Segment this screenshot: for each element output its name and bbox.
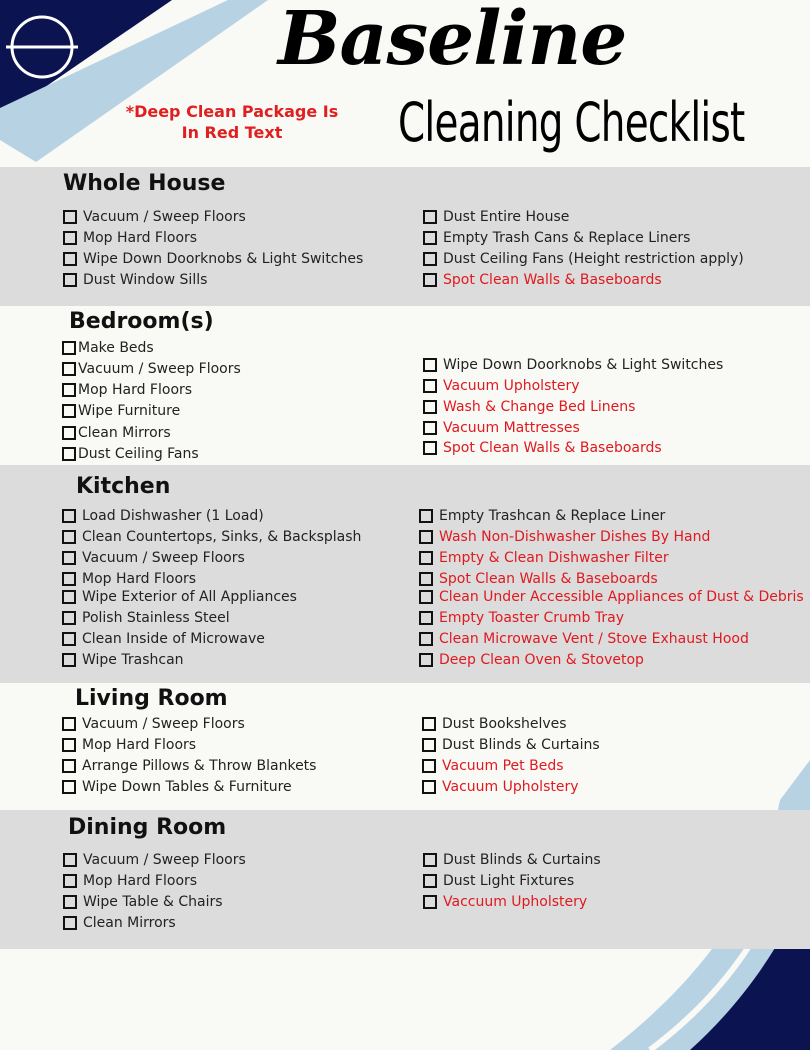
checklist-item	[63, 271, 207, 289]
checklist-item-label: Clean Under Accessible Appliances of Dust & Debris	[439, 589, 804, 605]
section-title-dining: Dining Room	[68, 815, 227, 840]
checklist-item	[422, 736, 600, 754]
checklist-item-label: Wipe Down Doorknobs & Light Switches	[443, 357, 724, 373]
checkbox[interactable]	[423, 358, 437, 372]
checkbox[interactable]	[63, 210, 77, 224]
checkbox[interactable]	[419, 551, 433, 565]
checkbox[interactable]	[63, 895, 77, 909]
checklist-item-label: Vacuum / Sweep Floors	[83, 209, 246, 225]
checklist-item-label: Wipe Furniture	[78, 403, 181, 419]
deep-clean-note: *Deep Clean Package Is In Red Text	[125, 102, 339, 142]
checkbox[interactable]	[62, 362, 76, 376]
checklist-item	[62, 609, 230, 627]
page-subtitle: Cleaning Checklist	[398, 91, 745, 154]
checkbox[interactable]	[423, 400, 437, 414]
checklist-item	[419, 507, 665, 525]
checklist-item-label: Dust Window Sills	[83, 272, 208, 288]
section-title-bedroom: Bedroom(s)	[69, 309, 214, 334]
checklist-item-label: Spot Clean Walls & Baseboards	[443, 272, 662, 288]
checklist-item-label: Wipe Exterior of All Appliances	[82, 589, 297, 605]
checkbox[interactable]	[423, 441, 437, 455]
checkbox[interactable]	[423, 853, 437, 867]
checklist-item-label: Clean Microwave Vent / Stove Exhaust Hood	[439, 631, 749, 647]
checklist-item	[62, 778, 292, 796]
section-title-whole-house: Whole House	[63, 171, 226, 196]
checklist-item	[422, 778, 579, 796]
checklist-item	[423, 250, 744, 268]
checklist-item-label: Clean Mirrors	[78, 425, 171, 441]
checklist-item-label: Clean Mirrors	[83, 915, 176, 931]
checklist-item-label: Empty Trashcan & Replace Liner	[439, 508, 666, 524]
checklist-item-label: Mop Hard Floors	[78, 382, 193, 398]
checkbox[interactable]	[62, 383, 76, 397]
checklist-item-label: Vacuum Mattresses	[443, 420, 580, 436]
checkbox[interactable]	[419, 653, 433, 667]
checkbox[interactable]	[62, 341, 76, 355]
checkbox[interactable]	[62, 426, 76, 440]
checklist-item-label: Empty & Clean Dishwasher Filter	[439, 550, 669, 566]
checkbox[interactable]	[62, 590, 76, 604]
checklist-item-label: Mop Hard Floors	[83, 873, 198, 889]
checkbox[interactable]	[62, 530, 76, 544]
checkbox[interactable]	[62, 759, 76, 773]
checklist-item-label: Make Beds	[78, 340, 154, 356]
checklist-item	[423, 377, 580, 395]
checklist-item-label: Wipe Trashcan	[82, 652, 184, 668]
checklist-item	[62, 507, 264, 525]
checkbox[interactable]	[419, 632, 433, 646]
checklist-item-label: Wipe Down Doorknobs & Light Switches	[83, 251, 364, 267]
checklist-item-label: Wash Non-Dishwasher Dishes By Hand	[439, 529, 711, 545]
checkbox[interactable]	[62, 611, 76, 625]
checklist-item	[62, 736, 196, 754]
checkbox[interactable]	[423, 421, 437, 435]
checklist-item	[62, 588, 297, 606]
checklist-item-label: Spot Clean Walls & Baseboards	[443, 440, 662, 456]
checkbox[interactable]	[423, 252, 437, 266]
checklist-item	[63, 914, 176, 932]
checkbox[interactable]	[62, 738, 76, 752]
checklist-item-label: Load Dishwasher (1 Load)	[82, 508, 264, 524]
checklist-item	[63, 893, 223, 911]
checkbox[interactable]	[63, 252, 77, 266]
page-title: Baseline	[278, 0, 627, 82]
checklist-item-label: Empty Trash Cans & Replace Liners	[443, 230, 691, 246]
checklist-item	[419, 651, 644, 669]
checkbox[interactable]	[419, 509, 433, 523]
checklist-item-label: Deep Clean Oven & Stovetop	[439, 652, 644, 668]
checklist-item	[422, 715, 567, 733]
checklist-item-label: Clean Countertops, Sinks, & Backsplash	[82, 529, 362, 545]
checkbox[interactable]	[422, 717, 436, 731]
checklist-item	[423, 208, 569, 226]
checklist-item-label: Vacuum Upholstery	[443, 378, 580, 394]
checkbox[interactable]	[423, 273, 437, 287]
checklist-item	[423, 893, 587, 911]
checklist-item-label: Dust Entire House	[443, 209, 570, 225]
checkbox[interactable]	[63, 916, 77, 930]
checklist-item	[62, 424, 171, 442]
checklist-item-label: Mop Hard Floors	[82, 571, 197, 587]
checklist-item	[423, 229, 690, 247]
checklist-item-label: Dust Light Fixtures	[443, 873, 575, 889]
checkbox[interactable]	[62, 572, 76, 586]
checklist-item-label: Spot Clean Walls & Baseboards	[439, 571, 658, 587]
section-title-living: Living Room	[75, 686, 228, 711]
checkbox[interactable]	[422, 780, 436, 794]
checklist-item-label: Wipe Down Tables & Furniture	[82, 779, 292, 795]
checkbox[interactable]	[62, 653, 76, 667]
checklist-item-label: Mop Hard Floors	[83, 230, 198, 246]
checklist-item	[62, 757, 316, 775]
checklist-item-label: Dust Blinds & Curtains	[443, 852, 601, 868]
checklist-item	[419, 630, 749, 648]
checklist-item-label: Empty Toaster Crumb Tray	[439, 610, 625, 626]
checkbox[interactable]	[62, 717, 76, 731]
checklist-item-label: Arrange Pillows & Throw Blankets	[82, 758, 317, 774]
checklist-item	[62, 445, 199, 463]
checklist-item	[62, 651, 184, 669]
checkbox[interactable]	[423, 231, 437, 245]
checkbox[interactable]	[62, 447, 76, 461]
checklist-item	[423, 271, 662, 289]
checklist-item-label: Mop Hard Floors	[82, 737, 197, 753]
checklist-item-label: Dust Bookshelves	[442, 716, 567, 732]
checklist-item-label: Vacuum Upholstery	[442, 779, 579, 795]
checkbox[interactable]	[423, 210, 437, 224]
checklist-item-label: Vacuum / Sweep Floors	[83, 852, 246, 868]
checklist-item	[419, 528, 710, 546]
checkbox[interactable]	[423, 874, 437, 888]
checkbox[interactable]	[422, 738, 436, 752]
checklist-item-label: Polish Stainless Steel	[82, 610, 230, 626]
checkbox[interactable]	[62, 780, 76, 794]
checklist-item	[62, 630, 265, 648]
checkbox[interactable]	[419, 530, 433, 544]
checkbox[interactable]	[423, 895, 437, 909]
checklist-item-label: Vacuum / Sweep Floors	[82, 716, 245, 732]
checkbox[interactable]	[62, 632, 76, 646]
checklist-item-label: Vacuum Pet Beds	[442, 758, 564, 774]
checklist-item	[423, 398, 635, 416]
checklist-item	[62, 402, 180, 420]
checklist-item-label: Dust Ceiling Fans (Height restriction apply)	[443, 251, 744, 267]
checkbox[interactable]	[419, 572, 433, 586]
checkbox[interactable]	[423, 379, 437, 393]
checkbox[interactable]	[62, 404, 76, 418]
checklist-item-label: Dust Blinds & Curtains	[442, 737, 600, 753]
checkbox[interactable]	[63, 874, 77, 888]
checklist-item	[63, 872, 197, 890]
checkbox[interactable]	[62, 551, 76, 565]
checklist-item	[62, 715, 245, 733]
checklist-item	[419, 549, 669, 567]
checklist-item	[423, 439, 662, 457]
checklist-item-label: Vacuum / Sweep Floors	[82, 550, 245, 566]
checklist-item	[423, 851, 601, 869]
checklist-item	[63, 250, 363, 268]
checklist-item-label: Wipe Table & Chairs	[83, 894, 223, 910]
checkbox[interactable]	[63, 273, 77, 287]
checklist-item	[423, 356, 723, 374]
checklist-item	[419, 570, 658, 588]
checklist-item	[62, 570, 196, 588]
checklist-item	[63, 851, 246, 869]
checkbox[interactable]	[419, 590, 433, 604]
checklist-item	[62, 549, 245, 567]
checkbox[interactable]	[422, 759, 436, 773]
checklist-item	[62, 339, 154, 357]
section-title-kitchen: Kitchen	[76, 474, 171, 499]
checklist-item	[63, 208, 246, 226]
checklist-item	[423, 419, 580, 437]
checkbox[interactable]	[419, 611, 433, 625]
checklist-item	[422, 757, 564, 775]
checklist-item	[62, 381, 192, 399]
checklist-item	[423, 872, 574, 890]
checklist-item-label: Vaccuum Upholstery	[443, 894, 588, 910]
checkbox[interactable]	[63, 853, 77, 867]
checklist-item	[419, 588, 804, 606]
checklist-item-label: Dust Ceiling Fans	[78, 446, 199, 462]
checkbox[interactable]	[63, 231, 77, 245]
checklist-item	[62, 360, 241, 378]
checklist-item	[63, 229, 197, 247]
checklist-item	[62, 528, 361, 546]
checklist-item	[419, 609, 624, 627]
checklist-item-label: Clean Inside of Microwave	[82, 631, 265, 647]
checkbox[interactable]	[62, 509, 76, 523]
checklist-item-label: Vacuum / Sweep Floors	[78, 361, 241, 377]
checklist-item-label: Wash & Change Bed Linens	[443, 399, 636, 415]
